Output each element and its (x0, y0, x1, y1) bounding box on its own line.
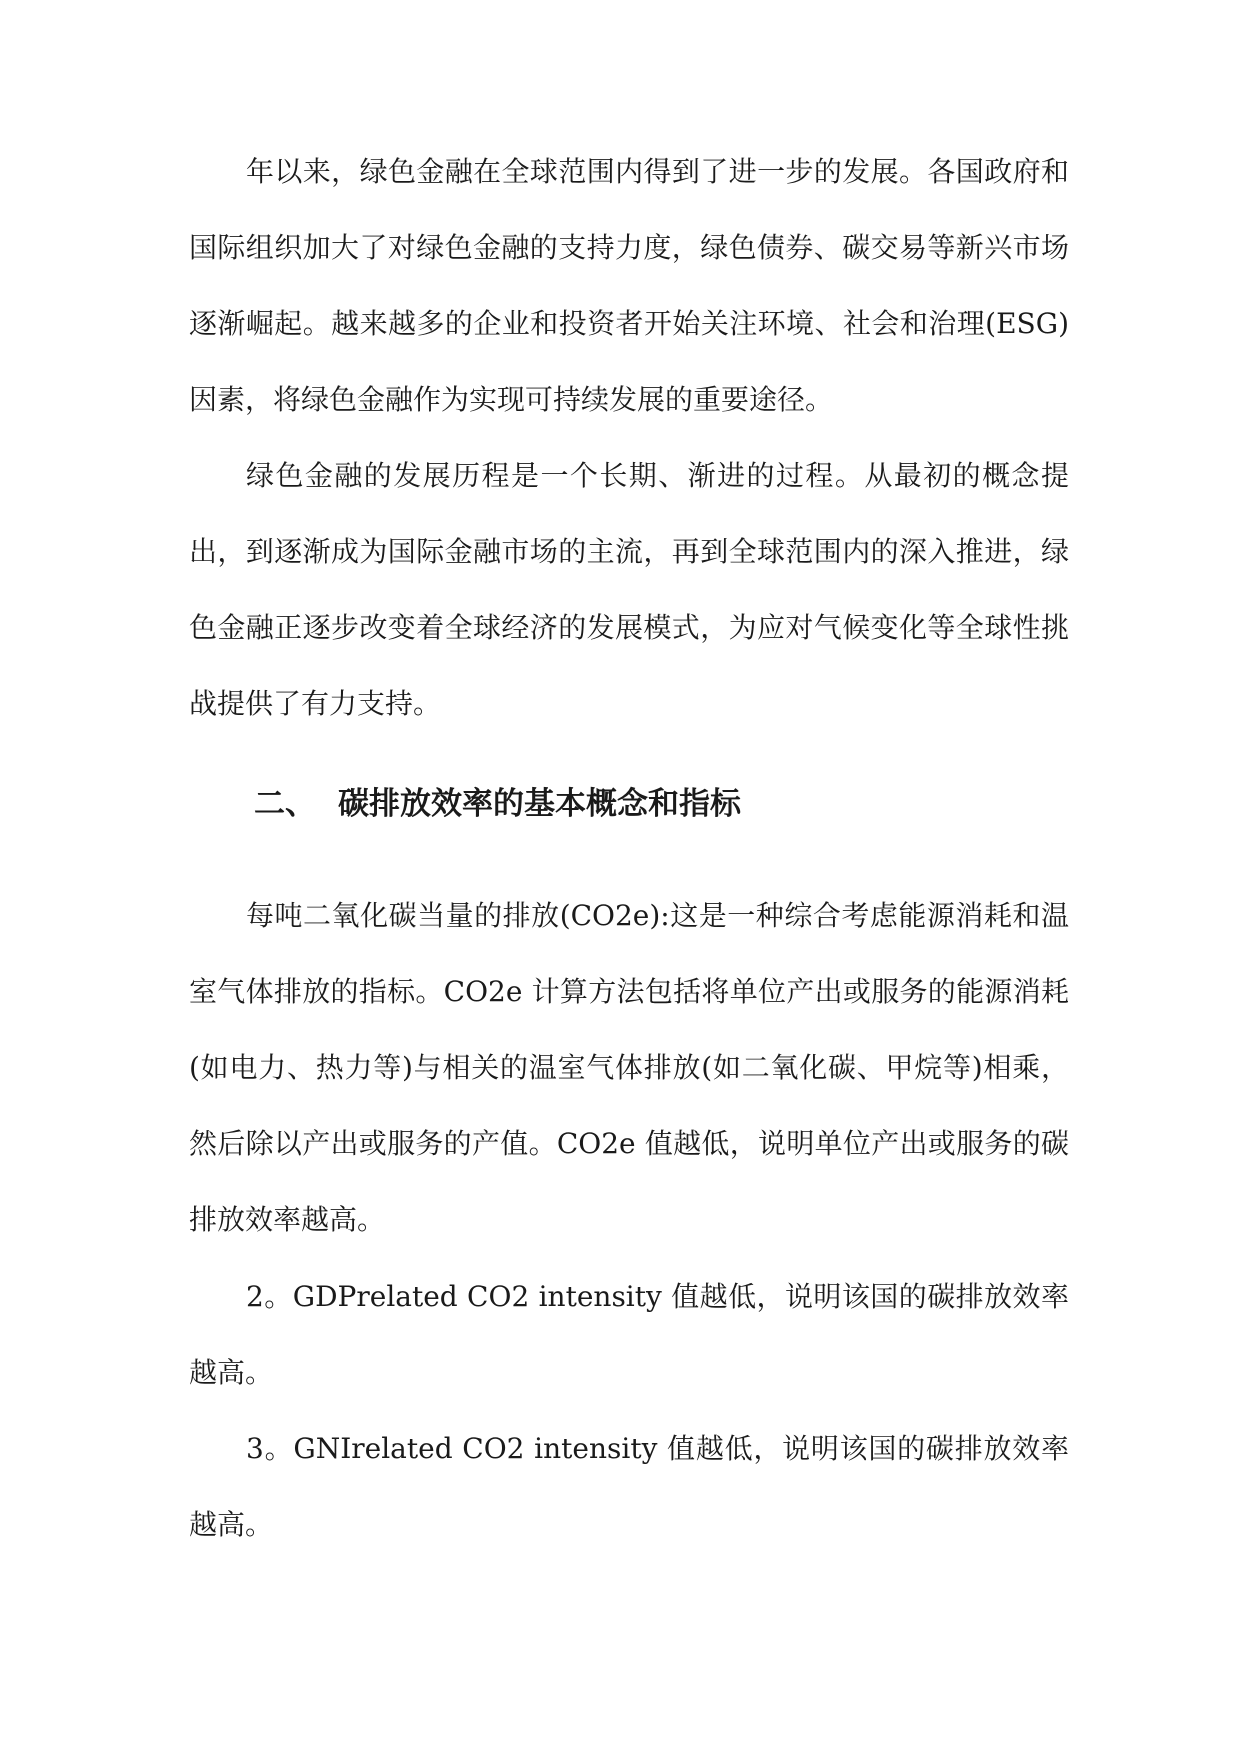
section-number: 二、 (254, 786, 316, 822)
paragraph-gdp-related-intensity: 2。GDPrelated CO2 intensity 值越低，说明该国的碳排放效率越高。 (189, 1280, 1069, 1389)
paragraph-co2e-definition: 每吨二氧化碳当量的排放(CO2e):这是一种综合考虑能源消耗和温室气体排放的指标。CO2e 计算方法包括将单位产出或服务的能源消耗(如电力、热力等)与相关的温室气体排放(如二氧化碳、甲烷等)相乘，然后除以产出或服务的产值。CO2e 值越低，说明单位产出或服务的碳排放效率越高。 (189, 899, 1069, 1236)
paragraph-gni-related-intensity: 3。GNIrelated CO2 intensity 值越低，说明该国的碳排放效率越高。 (189, 1432, 1069, 1541)
paragraph-green-finance-development: 年以来，绿色金融在全球范围内得到了进一步的发展。各国政府和国际组织加大了对绿色金融的支持力度，绿色债券、碳交易等新兴市场逐渐崛起。越来越多的企业和投资者开始关注环境、社会和治理(ESG)因素，将绿色金融作为实现可持续发展的重要途径。 (189, 155, 1069, 416)
paragraph-green-finance-history: 绿色金融的发展历程是一个长期、渐进的过程。从最初的概念提出，到逐渐成为国际金融市场的主流，再到全球范围内的深入推进，绿色金融正逐步改变着全球经济的发展模式，为应对气候变化等全球性挑战提供了有力支持。 (189, 459, 1069, 720)
section-title: 碳排放效率的基本概念和指标 (338, 786, 741, 822)
section-heading (254, 774, 741, 834)
